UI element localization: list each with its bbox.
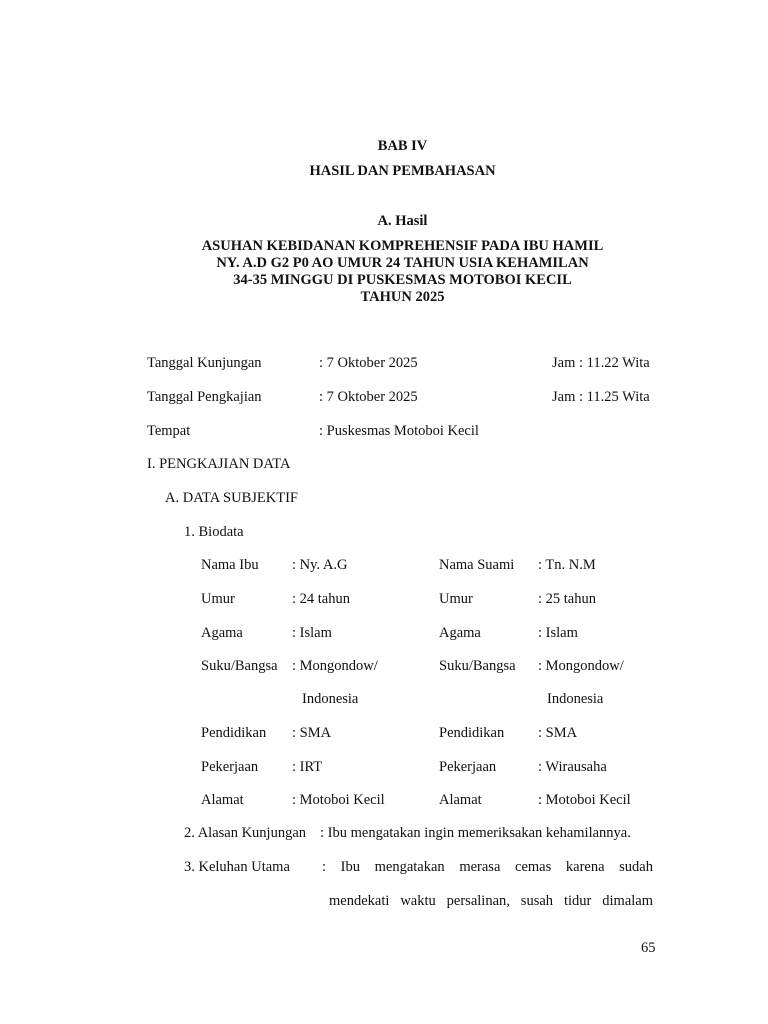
husband-education-label: Pendidikan (439, 725, 505, 741)
visit-reason-text: : Ibu mengatakan ingin memeriksakan kehamilannya. (320, 825, 631, 841)
mother-education-label: Pendidikan (201, 725, 267, 741)
mother-ethnicity-label: Suku/Bangsa (201, 658, 278, 674)
mother-religion-label: Agama (201, 625, 243, 641)
document-title-line-3: 34-35 MINGGU DI PUSKESMAS MOTOBOI KECIL (233, 272, 572, 288)
husband-address-value: : Motoboi Kecil (538, 792, 631, 808)
chapter-number: BAB IV (377, 138, 428, 154)
husband-occupation-label: Pekerjaan (439, 759, 497, 775)
item-biodata: 1. Biodata (184, 524, 244, 540)
main-complaint-label: 3. Keluhan Utama (184, 859, 290, 875)
husband-age-value: : 25 tahun (538, 591, 596, 607)
assessment-time: Jam : 11.25 Wita (552, 389, 650, 405)
husband-ethnicity-continued: Indonesia (547, 691, 604, 707)
husband-age-label: Umur (439, 591, 473, 607)
husband-religion-label: Agama (439, 625, 481, 641)
mother-occupation-value: : IRT (292, 759, 323, 775)
husband-ethnicity-value: : Mongondow/ (538, 658, 624, 674)
husband-address-label: Alamat (439, 792, 482, 808)
document-title-line-4: TAHUN 2025 (360, 289, 445, 305)
chapter-title: HASIL DAN PEMBAHASAN (309, 163, 496, 179)
husband-education-value: : SMA (538, 725, 578, 741)
mother-name-value: : Ny. A.G (292, 557, 348, 573)
section-heading: A. Hasil (377, 213, 428, 229)
page-number: 65 (641, 940, 656, 956)
husband-name-label: Nama Suami (439, 557, 515, 573)
husband-occupation-value: : Wirausaha (538, 759, 607, 775)
section-data-subjektif: A. DATA SUBJEKTIF (165, 490, 298, 506)
husband-religion-value: : Islam (538, 625, 578, 641)
mother-ethnicity-value: : Mongondow/ (292, 658, 378, 674)
section-pengkajian-data: I. PENGKAJIAN DATA (147, 456, 291, 472)
assessment-date-value: : 7 Oktober 2025 (319, 389, 418, 405)
main-complaint-line-1: : Ibu mengatakan merasa cemas karena sudah (322, 859, 653, 875)
document-title-line-2: NY. A.D G2 P0 AO UMUR 24 TAHUN USIA KEHAMILAN (216, 255, 589, 271)
document-title-line-1: ASUHAN KEBIDANAN KOMPREHENSIF PADA IBU HAMIL (201, 238, 604, 254)
mother-name-label: Nama Ibu (201, 557, 259, 573)
husband-ethnicity-label: Suku/Bangsa (439, 658, 516, 674)
place-label: Tempat (147, 423, 191, 439)
mother-occupation-label: Pekerjaan (201, 759, 259, 775)
mother-age-label: Umur (201, 591, 235, 607)
visit-date-label: Tanggal Kunjungan (147, 355, 262, 371)
visit-time: Jam : 11.22 Wita (552, 355, 650, 371)
visit-reason-label: 2. Alasan Kunjungan (184, 825, 307, 841)
mother-age-value: : 24 tahun (292, 591, 350, 607)
place-value: : Puskesmas Motoboi Kecil (319, 423, 479, 439)
main-complaint-line-2: mendekati waktu persalinan, susah tidur dimalam (329, 893, 653, 909)
visit-date-value: : 7 Oktober 2025 (319, 355, 418, 371)
assessment-date-label: Tanggal Pengkajian (147, 389, 262, 405)
mother-religion-value: : Islam (292, 625, 332, 641)
husband-name-value: : Tn. N.M (538, 557, 596, 573)
mother-address-label: Alamat (201, 792, 244, 808)
mother-education-value: : SMA (292, 725, 332, 741)
mother-ethnicity-continued: Indonesia (302, 691, 359, 707)
mother-address-value: : Motoboi Kecil (292, 792, 385, 808)
